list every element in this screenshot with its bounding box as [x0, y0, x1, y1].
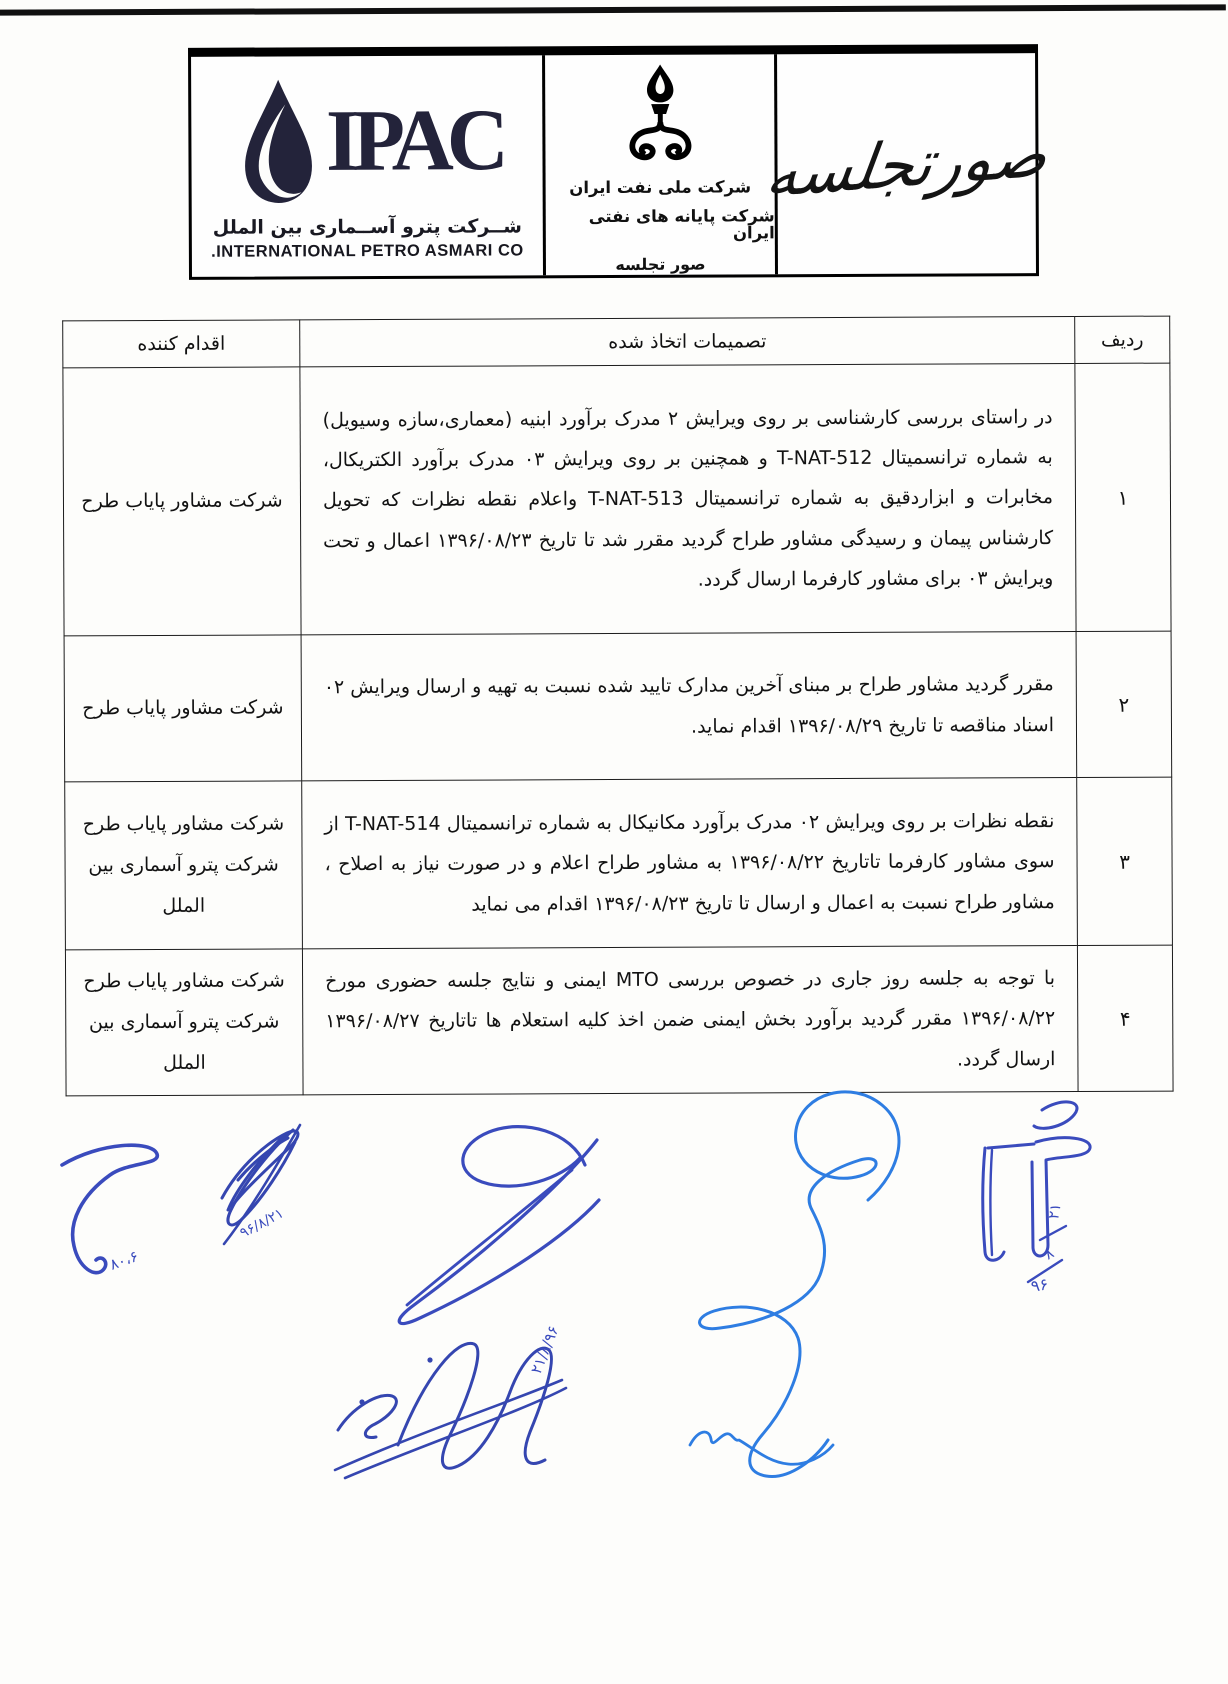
signatures-area [0, 1030, 1228, 1684]
nioc-line-2: شرکت پایانه های نفتی ایران [588, 206, 775, 243]
signature-3 [399, 1127, 599, 1324]
column-header-row-no: ردیف [1075, 316, 1170, 363]
decision-text: با توجه به جلسه روز جاری در خصوص بررسی MTO ایمنی و نتایج جلسه حضوری مورخ ۱۳۹۶/۰۸/۲۲ مقرر گردید برآورد بخش ایمنی ضمن اخذ کلیه استعلام ها تاتاریخ ۱۳۹۶/۰۸/۲۷ ارسال گردد. [302, 945, 1078, 1094]
nioc-emblem-icon [614, 62, 706, 166]
decision-text: نقطه نظرات بر روی ویرایش ۰۲ مدرک برآورد مکانیکال به شماره ترانسمیتال T-NAT-514 از سوی مشاور کارفرما تاتاریخ ۱۳۹۶/۰۸/۲۲ به مشاور طراح اعلام و در صورت نیاز به اصلاح ، مشاور طراح نسبت به اعمال و ارسال تا تاریخ ۱۳۹۶/۰۸/۲۳ اقدام می نماید [302, 777, 1078, 948]
table-row [63, 363, 1171, 636]
header-title-box [761, 53, 1052, 274]
decision-text: در راستای بررسی کارشناسی بر روی ویرایش ۲ مدرک برآورد ابنیه (معماری،سازه وسیویل) به شماره ترانسمیتال T-NAT-512 و همچنین بر روی ویرایش ۰۳ مدرک برآورد الکتریکال، مخابرات و ابزاردقیق به شماره ترانسمیتال T-NAT-513 واعلام نقطه نظرات که تحویل کارشناس پیمان و رسیدگی مشاور طراح گردید مقرر شد تا تاریخ ۱۳۹۶/۰۸/۲۳ اعمال و تحت ویرایش ۰۳ برای مشاور کارفرما ارسال گردد. [300, 363, 1076, 634]
table-header-row [63, 316, 1170, 368]
actor-text: شرکت مشاور پایاب طرح شرکت پترو آسماری بین الملل [65, 949, 303, 1096]
ipac-logo-text: IPAC [325, 90, 503, 189]
signature-6-digit-2: ۸ [1041, 1243, 1057, 1264]
actor-text: شرکت مشاور پایاب طرح شرکت پترو آسماری بین الملل [65, 781, 303, 950]
signature-1-date: ۸۰،۶ [107, 1246, 141, 1274]
row-number: ۳ [1077, 777, 1173, 945]
signature-6 [983, 1102, 1090, 1296]
nioc-line-3: صور تجلسه [615, 254, 706, 275]
actor-text: شرکت مشاور پایاب طرح [63, 367, 301, 636]
scan-artifact-top-bar [0, 4, 1226, 15]
column-header-decisions: تصمیمات اتخاذ شده [300, 316, 1075, 366]
row-number: ۲ [1076, 631, 1172, 777]
ipac-droplet-icon [232, 74, 325, 206]
signature-5 [690, 1092, 899, 1477]
signature-2 [222, 1125, 300, 1244]
nioc-line-1: شرکت ملی نفت ایران [569, 177, 752, 197]
ipac-name-english: INTERNATIONAL PETRO ASMARI CO. [211, 240, 524, 261]
header-ipac-box [191, 55, 546, 277]
actor-text: شرکت مشاور پایاب طرح [64, 635, 302, 782]
signature-6-digit-3: ۹۶ [1029, 1274, 1050, 1296]
document-header [188, 44, 1052, 280]
signature-6-digit-1: ۲۱ [1044, 1201, 1065, 1221]
handwritten-title: صورتجلسه [761, 116, 1052, 212]
column-header-actor: اقدام کننده [63, 320, 300, 368]
table-row [64, 631, 1172, 782]
signature-4 [335, 1323, 566, 1478]
signature-1 [62, 1145, 157, 1274]
decisions-table [62, 316, 1173, 1097]
decision-text: مقرر گردید مشاور طراح بر مبنای آخرین مدارک تایید شده نسبت به تهیه و ارسال ویرایش ۰۲ اسناد مناقصه تا تاریخ ۱۳۹۶/۰۸/۲۹ اقدام نماید. [301, 631, 1077, 780]
header-nioc-box [545, 54, 778, 275]
table-row [65, 777, 1173, 950]
row-number: ۴ [1077, 945, 1173, 1091]
row-number: ۱ [1075, 363, 1171, 631]
signature-4-date: ۲۱/۸/۹۶ [527, 1323, 563, 1377]
signature-2-date: ۹۶/۸/۲۱ [237, 1205, 287, 1242]
ipac-name-farsi: شــرکت پترو آســماری بین الملل [212, 214, 522, 239]
